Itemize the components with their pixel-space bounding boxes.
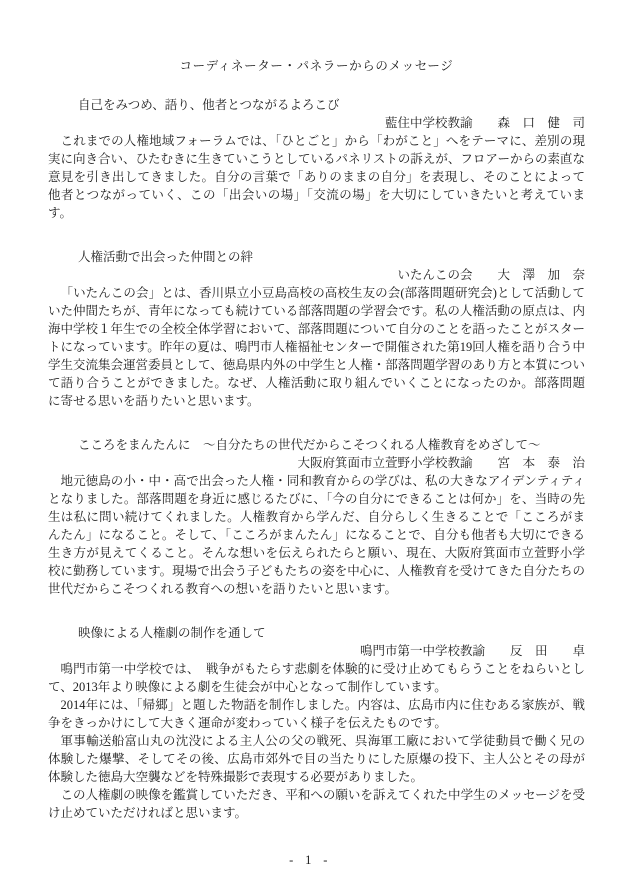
section-heading: 自己をみつめ、語り、他者とつながるよろこび [78,98,340,112]
section-byline: 藍住中学校教諭 森 口 健 司 [384,116,585,130]
section-byline: 大阪府箕面市立萱野小学校教諭 宮 本 泰 治 [297,456,585,470]
page-number: - 1 - [289,853,332,867]
section-sorita [48,624,585,822]
paragraph: 軍事輸送船富山丸の沈没による主人公の父の戦死、呉海軍工廠において学徒動員で働く兄の体験した爆撃、そしてその後、広島市郊外で目の当たりにした原爆の投下、主人公とその母が体験した徳島大空襲などを特殊撮影で表現する必要がありました。 [48,734,585,784]
paragraph: 2014年には、「帰郷」と題した物語を制作しました。内容は、広島市内に住むある家族が、戦争をきっかけにして大きく運命が変わっていく様子を伝えたものです。 [48,698,585,730]
paragraph: 地元徳島の小・中・高で出会った人権・同和教育からの学びは、私の大きなアイデンティティとなりました。部落問題を身近に感じるたびに、「今の自分にできることは何か」を、当時の先生は私に問い続けてくれました。人権教育から学んだ、自分らしく生きることで「こころがまんたん」になること。そして、「こころがまんたん」になることで、自分も他者も大切にできる生き方が見えてくること。そんな想いを伝えられたらと願い、現在、大阪府箕面市立萱野小学校に勤務しています。現場で出会う子どもたちの姿を中心に、人権教育を受けてきた自分たちの世代だからこそつくれる教育への想いを語りたいと思います。 [48,474,585,596]
section-byline: 鳴門市第一中学校教諭 反 田 卓 [359,644,585,658]
section-heading: 人権活動で出会った仲間との絆 [78,250,254,264]
paragraph: 鳴門市第一中学校では、 戦争がもたらす悲劇を体験的に受け止めてもらうことをねらいとして、2013年より映像による劇を生徒会が中心となって制作しています。 [48,662,585,694]
paragraph: 「いたんこの会」とは、香川県立小豆島高校の高校生友の会(部落問題研究会)として活動していた仲間たちが、青年になっても続けている部落問題の学習会です。私の人権活動の原点は、内海中学校１年生での全校全体学習において、部落問題について自分のことを語ったことがスタートになっています。昨年の夏は、鳴門市人権福祉センターで開催された第19回人権を語り合う中学生交流集会運営委員として、徳島県内外の中学生と人権・部落問題学習のあり方と本質について語り合うことができました。なぜ、人権活動に取り組んでいくことになったのか。部落問題に寄せる思いを語りたいと思います。 [48,286,586,408]
section-heading: 映像による人権劇の制作を通して [78,626,266,640]
paragraph: これまでの人権地域フォーラムでは、「ひとごと」から「わがこと」へをテーマに、差別の現実に向き合い、ひたむきに生きていこうとしているパネリストの訴えが、フロアーからの素直な意見を引き出してきました。自分の言葉で「ありのままの自分」を表現し、そのことによって他者とつながっていく、この「出会いの場」「交流の場」を大切にしていきたいと考えています。 [48,134,585,220]
document-title: コーディネーター・パネラーからのメッセージ [179,59,454,73]
section-byline: いたんこの会 大 澤 加 奈 [397,268,585,282]
section-moriguchi [48,96,585,222]
section-heading: こころをまんたんに ～自分たちの世代だからこそつくれる人権教育をめざして～ [78,438,541,452]
section-miyamoto [48,436,585,598]
paragraph: この人権劇の映像を鑑賞していただき、平和への願いを訴えてくれた中学生のメッセージを受け止めていただければと思います。 [48,788,585,820]
section-osawa [48,248,585,410]
